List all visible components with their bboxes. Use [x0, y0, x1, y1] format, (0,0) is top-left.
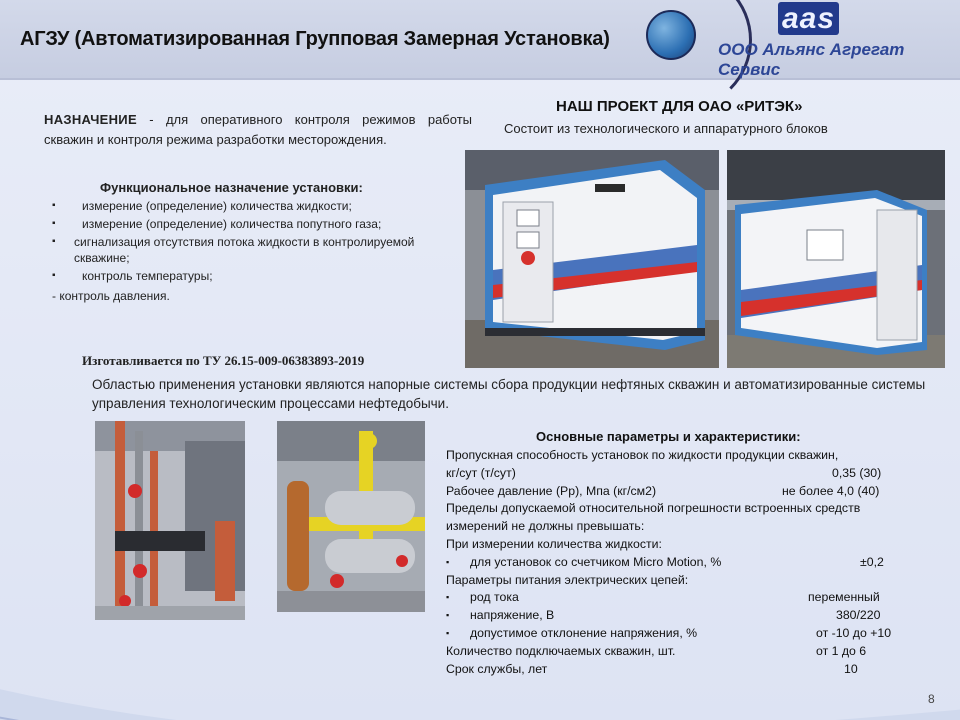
purpose-paragraph [44, 110, 472, 150]
functions-title: Функциональное назначение установки: [100, 180, 363, 195]
company-name: ООО Альянс Агрегат Сервис [718, 40, 905, 79]
param-row: ▪ для установок со счетчиком Micro Motion, % ±0,2 [446, 554, 906, 572]
param-value: от -10 до +10 [816, 625, 892, 640]
param-value: 0,35 (30) [832, 465, 882, 480]
page-number: 8 [928, 692, 935, 706]
param-row: Пропускная способность установок по жидкости продукции скважин, [446, 448, 839, 462]
scope-paragraph: Областью применения установки являются напорные системы сбора продукции нефтяных скважин и автоматизированные системы управления технологическим процессами нефтедобычи. [92, 377, 926, 411]
param-row: кг/сут (т/сут) 0,35 (30) [446, 465, 906, 483]
list-item: ▪ измерение (определение) количества попутного газа; [52, 217, 382, 231]
param-row: Срок службы, лет 10 [446, 661, 906, 679]
list-item: ▪ контроль температуры; [52, 269, 213, 283]
photo-interior-piping [95, 421, 245, 620]
param-row: измерений не должны превышать: [446, 519, 645, 534]
param-value: 10 [844, 661, 858, 676]
functions-list [52, 198, 432, 306]
project-title: НАШ ПРОЕКТ ДЛЯ ОАО «РИТЭК» [556, 98, 803, 115]
footer-wave-decoration [0, 600, 960, 720]
list-item: ▪ измерение (определение) количества жидкости; [52, 199, 352, 213]
param-row: ▪ род тока переменный [446, 589, 906, 607]
page-title: АГЗУ (Автоматизированная Групповая Замерная Установка) [20, 28, 610, 50]
project-subtitle: Состоит из технологического и аппаратурного блоков [504, 121, 828, 136]
logo-mark: aas [778, 2, 839, 36]
param-row: ▪ напряжение, В 380/220 [446, 607, 906, 625]
tu-standard: Изготавливается по ТУ 26.15-009-06383893-2019 [82, 353, 365, 368]
globe-icon [646, 10, 696, 60]
param-value: 380/220 [836, 608, 881, 623]
param-row: Пределы допускаемой относительной погрешности встроенных средств [446, 501, 861, 516]
param-value: не более 4,0 (40) [782, 483, 880, 498]
param-row: Параметры питания электрических цепей: [446, 572, 689, 587]
param-row: Рабочее давление (Рр), Мпа (кг/см2) не более 4,0 (40) [446, 483, 906, 501]
param-row: ▪ допустимое отклонение напряжения, % от -10 до +10 [446, 625, 906, 643]
company-logo [700, 0, 960, 80]
photo-separator-vessels [277, 421, 425, 612]
photo-unit-exterior-indoor [727, 150, 945, 368]
params-title: Основные параметры и характеристики: [536, 429, 801, 444]
param-value: переменный [808, 590, 880, 605]
list-item-pressure: - контроль давления. [52, 289, 170, 303]
purpose-text: - для оперативного контроля режимов работы скважин и контроля режима разработки месторождения. [44, 112, 472, 147]
param-value: от 1 до 6 [816, 643, 867, 658]
param-value: ±0,2 [860, 554, 884, 569]
list-item: ▪ сигнализация отсутствия потока жидкости в контролируемой скважине; [52, 235, 415, 265]
purpose-label: НАЗНАЧЕНИЕ [44, 112, 137, 127]
photo-unit-exterior-front [465, 150, 719, 368]
param-row: При измерении количества жидкости: [446, 536, 662, 551]
param-row: Количество подключаемых скважин, шт. от 1 до 6 [446, 643, 906, 661]
